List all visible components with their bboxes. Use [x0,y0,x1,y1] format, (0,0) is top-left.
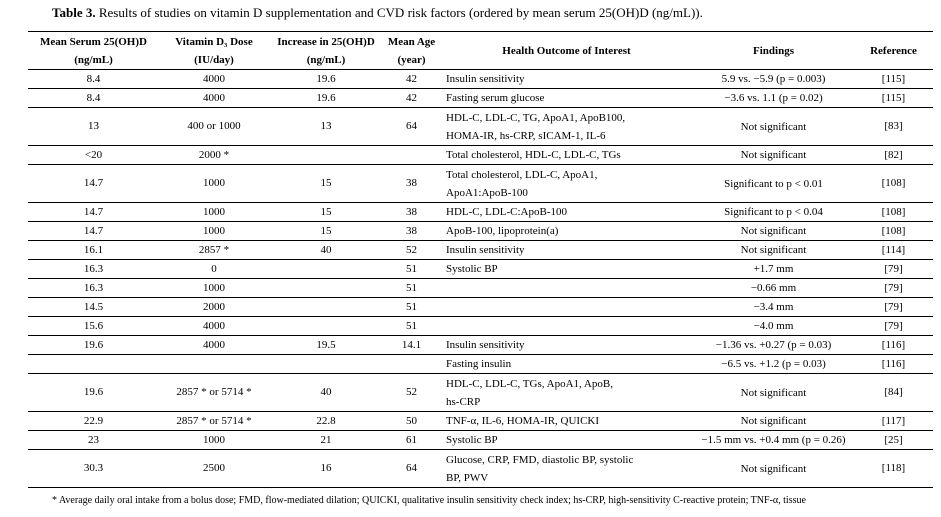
cell-dose: 4000 [203,72,225,85]
cell-outcome: Fasting serum glucose [446,92,545,104]
cell-dose: 2500 [203,462,225,474]
cell-increase: 40 [320,386,332,398]
cell-reference: [117] [881,414,906,427]
footnote: * Average daily oral intake from a bolus dose; FMD, flow-mediated dilation; QUICKI, qualitative insulin sensitivity check index; hs-CRP, high-sensitivity C-reactive protein; TNF-α, tissue [52,495,806,506]
cell-outcome: Insulin sensitivity [446,339,525,351]
cell-mean-serum: 23 [88,433,99,446]
cell-dose: 2000 [203,300,225,313]
header-age: Mean Age (year) [387,35,436,66]
cell-outcome: Systolic BP [446,263,498,275]
cell-findings: −3.4 mm [753,301,794,313]
cell-findings: Not significant [740,415,807,427]
cell-age: 61 [406,433,417,446]
results-table [28,31,933,488]
header-reference: Reference [870,44,917,57]
cell-mean-serum: 16.3 [83,281,104,294]
cell-increase: 15 [320,224,332,237]
table-row [28,450,933,488]
cell-reference: [79] [884,319,903,332]
table-body [28,70,933,488]
cell-increase: 21 [320,433,332,446]
cell-increase: 19.5 [316,338,336,351]
cell-age: 51 [406,262,417,275]
cell-increase: 15 [320,205,332,218]
cell-reference: [79] [884,300,903,313]
cell-age [383,355,440,374]
cell-reference: [114] [881,243,906,256]
cell-dose: 4000 [203,319,225,332]
table-row [28,165,933,203]
table-row [28,108,933,146]
cell-findings: −1.5 mm vs. +0.4 mm (p = 0.26) [701,434,846,446]
cell-age: 51 [406,319,417,332]
cell-findings: Not significant [740,120,807,133]
cell-age: 51 [406,281,417,294]
table-row [28,298,933,317]
cell-mean-serum: 30.3 [83,462,104,474]
cell-findings: Not significant [740,225,807,237]
cell-outcome: Total cholesterol, HDL-C, LDL-C, TGs [446,149,621,161]
cell-increase: 19.6 [316,72,336,85]
cell-outcome: Fasting insulin [446,358,512,370]
cell-age: 51 [406,300,417,313]
cell-dose: 2857 * or 5714 * [176,386,252,398]
header-mean-serum: Mean Serum 25(OH)D (ng/mL) [40,35,147,66]
cell-findings: Significant to p < 0.01 [724,177,823,190]
cell-outcome [440,317,693,336]
cell-dose: 4000 [203,91,225,104]
cell-reference: [108] [881,177,906,189]
cell-mean-serum: 16.1 [83,243,104,256]
cell-mean-serum: 22.9 [83,414,104,427]
cell-reference: [115] [881,72,906,85]
cell-increase: 40 [320,243,332,256]
cell-dose: 4000 [203,338,225,351]
cell-findings: −3.6 vs. 1.1 (p = 0.02) [724,92,823,104]
table-row [28,70,933,89]
table-row [28,317,933,336]
cell-increase [269,279,383,298]
cell-age: 42 [406,91,417,104]
cell-outcome: HDL-C, LDL-C, TGs, ApoA1, ApoB, hs-CRP [446,377,613,408]
cell-reference: [25] [884,433,903,446]
cell-age: 64 [406,120,417,132]
cell-findings: Not significant [740,244,807,256]
table-caption [52,4,932,22]
table-row [28,241,933,260]
header-findings: Findings [753,44,794,57]
cell-mean-serum: 19.6 [83,338,104,351]
cell-dose [159,355,269,374]
cell-outcome: ApoB-100, lipoprotein(a) [446,225,559,237]
cell-outcome: Insulin sensitivity [446,244,525,256]
cell-reference: [108] [881,205,906,218]
cell-findings: Not significant [740,386,807,399]
cell-increase [269,298,383,317]
cell-outcome: Insulin sensitivity [446,73,525,85]
cell-increase: 19.6 [316,91,336,104]
cell-mean-serum: 14.7 [83,205,104,218]
cell-increase: 16 [320,462,332,474]
cell-reference: [115] [881,91,906,104]
cell-outcome: TNF-α, IL-6, HOMA-IR, QUICKI [446,415,600,427]
table-row [28,431,933,450]
cell-mean-serum: 14.7 [83,177,104,189]
cell-mean-serum: 8.4 [86,72,101,85]
cell-increase [269,260,383,279]
table-row [28,222,933,241]
cell-reference: [82] [884,148,903,161]
cell-increase: 15 [320,177,332,189]
header-dose: Vitamin D₃ Dose (IU/day) [175,35,253,66]
cell-findings: −6.5 vs. +1.2 (p = 0.03) [721,358,826,370]
cell-findings: −4.0 mm [753,320,794,332]
cell-dose: 0 [211,262,217,275]
cell-reference: [79] [884,281,903,294]
cell-dose: 1000 [203,177,225,189]
cell-mean-serum: 16.3 [83,262,104,275]
cell-age: 52 [406,386,417,398]
cell-outcome: Systolic BP [446,434,498,446]
cell-age: 52 [406,243,417,256]
cell-outcome: HDL-C, LDL-C, TG, ApoA1, ApoB100, HOMA-IR, hs-CRP, sICAM-1, IL-6 [446,111,626,142]
cell-increase [269,355,383,374]
cell-reference: [116] [881,338,906,351]
cell-mean-serum: 15.6 [83,319,104,332]
table-row [28,374,933,412]
table-row [28,260,933,279]
cell-age: 38 [406,177,417,189]
cell-age [383,146,440,165]
cell-findings: Not significant [740,462,807,475]
cell-age: 64 [406,462,417,474]
cell-dose: 2000 * [198,148,230,161]
cell-age: 38 [406,205,417,218]
cell-reference: [79] [884,262,903,275]
cell-age: 42 [406,72,417,85]
cell-increase: 13 [320,120,332,132]
cell-dose: 1000 [203,433,225,446]
header-outcome: Health Outcome of Interest [502,44,631,57]
table-row [28,412,933,431]
cell-reference: [116] [881,357,906,370]
cell-reference: [108] [881,224,906,237]
cell-mean-serum: 14.5 [83,300,104,313]
cell-age: 50 [406,414,417,427]
cell-outcome [440,298,693,317]
cell-dose: 1000 [203,205,225,218]
cell-outcome: Glucose, CRP, FMD, diastolic BP, systolic BP, PWV [446,453,634,484]
cell-mean-serum: 13 [88,120,99,132]
cell-findings: −0.66 mm [750,282,797,294]
cell-mean-serum: <20 [84,148,103,161]
cell-age: 38 [406,224,417,237]
cell-outcome: HDL-C, LDL-C:ApoB-100 [446,206,567,218]
cell-findings: Significant to p < 0.04 [724,206,823,218]
cell-findings: Not significant [740,149,807,161]
header-increase: Increase in 25(OH)D (ng/mL) [277,35,375,66]
cell-age: 14.1 [401,338,422,351]
cell-findings: 5.9 vs. −5.9 (p = 0.003) [721,73,826,85]
cell-dose: 1000 [203,224,225,237]
cell-mean-serum: 19.6 [83,386,104,398]
cell-increase [269,146,383,165]
cell-dose: 2857 * [198,243,230,256]
cell-dose: 2857 * or 5714 * [176,414,252,427]
table-row [28,355,933,374]
cell-increase: 22.8 [316,414,336,427]
cell-mean-serum: 14.7 [83,224,104,237]
cell-mean-serum [28,355,159,374]
cell-increase [269,317,383,336]
cell-outcome: Total cholesterol, LDL-C, ApoA1, ApoA1:ApoB-100 [446,168,598,199]
cell-mean-serum: 8.4 [86,91,101,104]
cell-dose: 400 or 1000 [187,120,241,132]
cell-dose: 1000 [203,281,225,294]
header-row [28,32,933,70]
table-row [28,203,933,222]
cell-reference: [118] [881,462,906,474]
table-row [28,89,933,108]
cell-findings: −1.36 vs. +0.27 (p = 0.03) [715,339,832,351]
table-row [28,146,933,165]
cell-outcome [440,279,693,298]
table-label: Table 3. [52,5,96,20]
cell-reference: [84] [884,386,903,398]
cell-reference: [83] [884,120,903,132]
table-row [28,336,933,355]
caption-text: Results of studies on vitamin D supplementation and CVD risk factors (ordered by mean serum 25(OH)D (ng/mL)). [95,5,703,20]
cell-findings: +1.7 mm [753,263,794,275]
table-row [28,279,933,298]
